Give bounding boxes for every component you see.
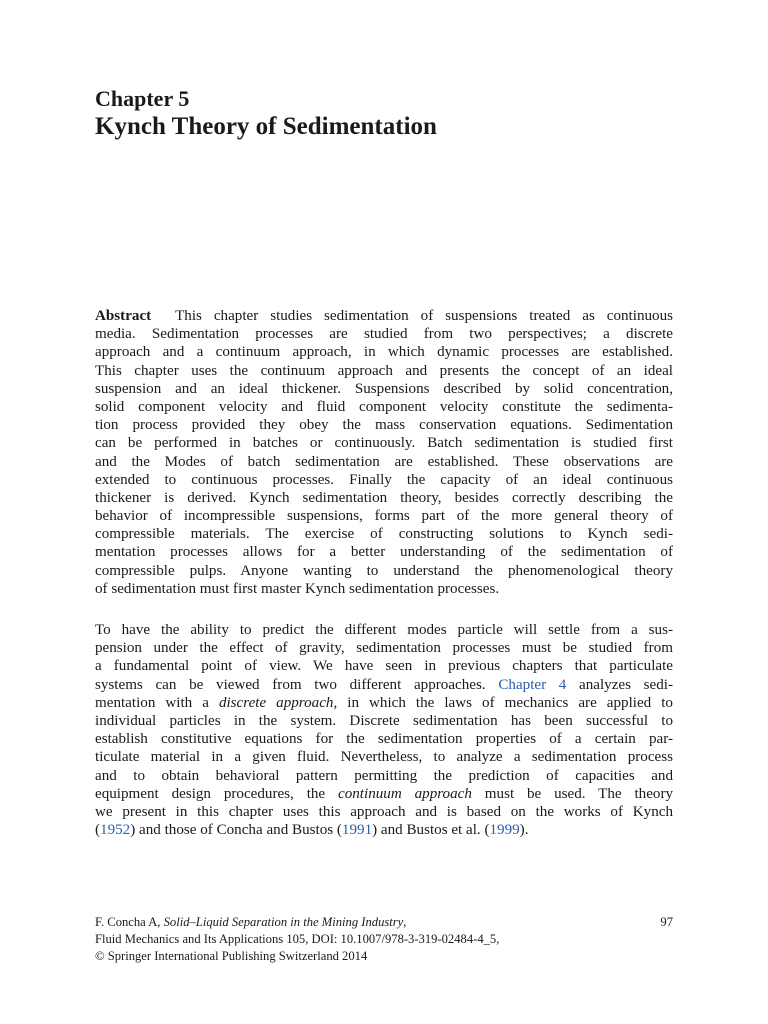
footer-line: Fluid Mechanics and Its Applications 105, DOI: 10.1007/978-3-319-02484-4_5, xyxy=(95,932,500,946)
body-text: , in which the laws of mechanics are applied to xyxy=(333,694,673,711)
body-text: analyzes sedi- xyxy=(579,676,674,693)
abstract-line: This chapter uses the continuum approach and presents the concept of an ideal xyxy=(95,362,673,379)
body-line: individual particles in the system. Discrete sedimentation has been successful to xyxy=(95,712,673,729)
abstract-line: approach and a continuum approach, in which dynamic processes are established. xyxy=(95,344,673,361)
abstract-line: of sedimentation must first master Kynch sedimentation processes. xyxy=(95,580,500,597)
abstract-line: can be performed in batches or continuously. Batch sedimentation is studied first xyxy=(95,435,673,452)
chapter-title: Kynch Theory of Sedimentation xyxy=(95,113,437,140)
abstract-line: compressible pulps. Anyone wanting to understand the phenomenological theory xyxy=(95,562,673,579)
citation-1999-link[interactable]: 1999 xyxy=(489,822,520,839)
body-line: pension under the effect of gravity, sedimentation processes must be studied from xyxy=(95,640,673,657)
abstract-line xyxy=(95,307,673,325)
body-text: ) and those of Concha and Bustos ( xyxy=(130,822,342,839)
discrete-approach-emphasis: discrete approach xyxy=(218,694,334,711)
footer-line: © Springer International Publishing Switzerland 2014 xyxy=(95,949,368,963)
footer-book-title: Solid–Liquid Separation in the Mining Industry xyxy=(163,915,404,929)
citation-1991-link[interactable]: 1991 xyxy=(341,822,373,839)
chapter-4-link[interactable]: Chapter 4 xyxy=(498,676,567,693)
abstract-section xyxy=(95,307,673,598)
body-line: ticulate material in a given fluid. Nevertheless, to analyze a sedimentation process xyxy=(95,749,673,766)
continuum-approach-emphasis: continuum approach xyxy=(338,785,472,802)
abstract-line: and the Modes of batch sedimentation are established. These observations are xyxy=(95,453,673,470)
abstract-line: mentation processes allows for a better understanding of the sedimentation of xyxy=(95,544,673,561)
body-text: equipment design procedures, the xyxy=(95,785,326,802)
body-line xyxy=(95,694,673,712)
abstract-line: behavior of incompressible suspensions, forms part of the more general theory of xyxy=(95,508,673,525)
chapter-label: Chapter 5 xyxy=(95,86,190,111)
body-paragraph xyxy=(95,621,673,839)
body-line xyxy=(95,821,673,839)
footer-line: F. Concha A, Solid–Liquid Separation in the Mining Industry, xyxy=(95,915,407,929)
body-text: ( xyxy=(95,822,101,839)
body-line: and to obtain behavioral pattern permitting the prediction of capacities and xyxy=(95,767,673,784)
abstract-line: extended to continuous processes. Finally the capacity of an ideal continuous xyxy=(95,471,673,488)
body-text: ). xyxy=(519,822,529,839)
abstract-line: thickener is derived. Kynch sedimentation theory, besides correctly describing the xyxy=(95,489,673,506)
body-line: To have the ability to predict the different modes particle will settle from a sus- xyxy=(95,622,673,638)
abstract-heading: Abstract xyxy=(95,308,152,324)
body-line xyxy=(95,676,673,694)
body-text: must be used. The theory xyxy=(484,785,674,802)
body-line: a fundamental point of view. We have seen in previous chapters that particulate xyxy=(95,658,673,675)
footer-author: F. Concha A, xyxy=(95,915,161,929)
abstract-line: tion process provided they obey the mass conservation equations. Sedimentation xyxy=(95,417,673,434)
abstract-line: compressible materials. The exercise of constructing solutions to Kynch sedi- xyxy=(95,526,673,543)
body-line xyxy=(95,785,673,803)
abstract-line: suspension and an ideal thickener. Suspensions described by solid concentration, xyxy=(95,380,673,397)
citation-1952-link[interactable]: 1952 xyxy=(100,822,131,839)
footer-citation xyxy=(95,914,673,965)
abstract-line: solid component velocity and fluid component velocity constitute the sedimenta- xyxy=(95,398,673,415)
body-text: ) and Bustos et al. ( xyxy=(372,822,490,839)
page-number: 97 xyxy=(660,915,673,929)
body-text: systems can be viewed from two different approaches. xyxy=(95,676,486,693)
body-line: we present in this chapter uses this approach and is based on the works of Kynch xyxy=(95,803,673,820)
body-line: establish constitutive equations for the sedimentation properties of a certain par- xyxy=(95,731,673,748)
abstract-line: media. Sedimentation processes are studied from two perspectives; a discrete xyxy=(95,326,673,343)
body-text: mentation with a xyxy=(95,694,209,711)
abstract-line-text: This chapter studies sedimentation of suspensions treated as continuous xyxy=(175,308,674,324)
